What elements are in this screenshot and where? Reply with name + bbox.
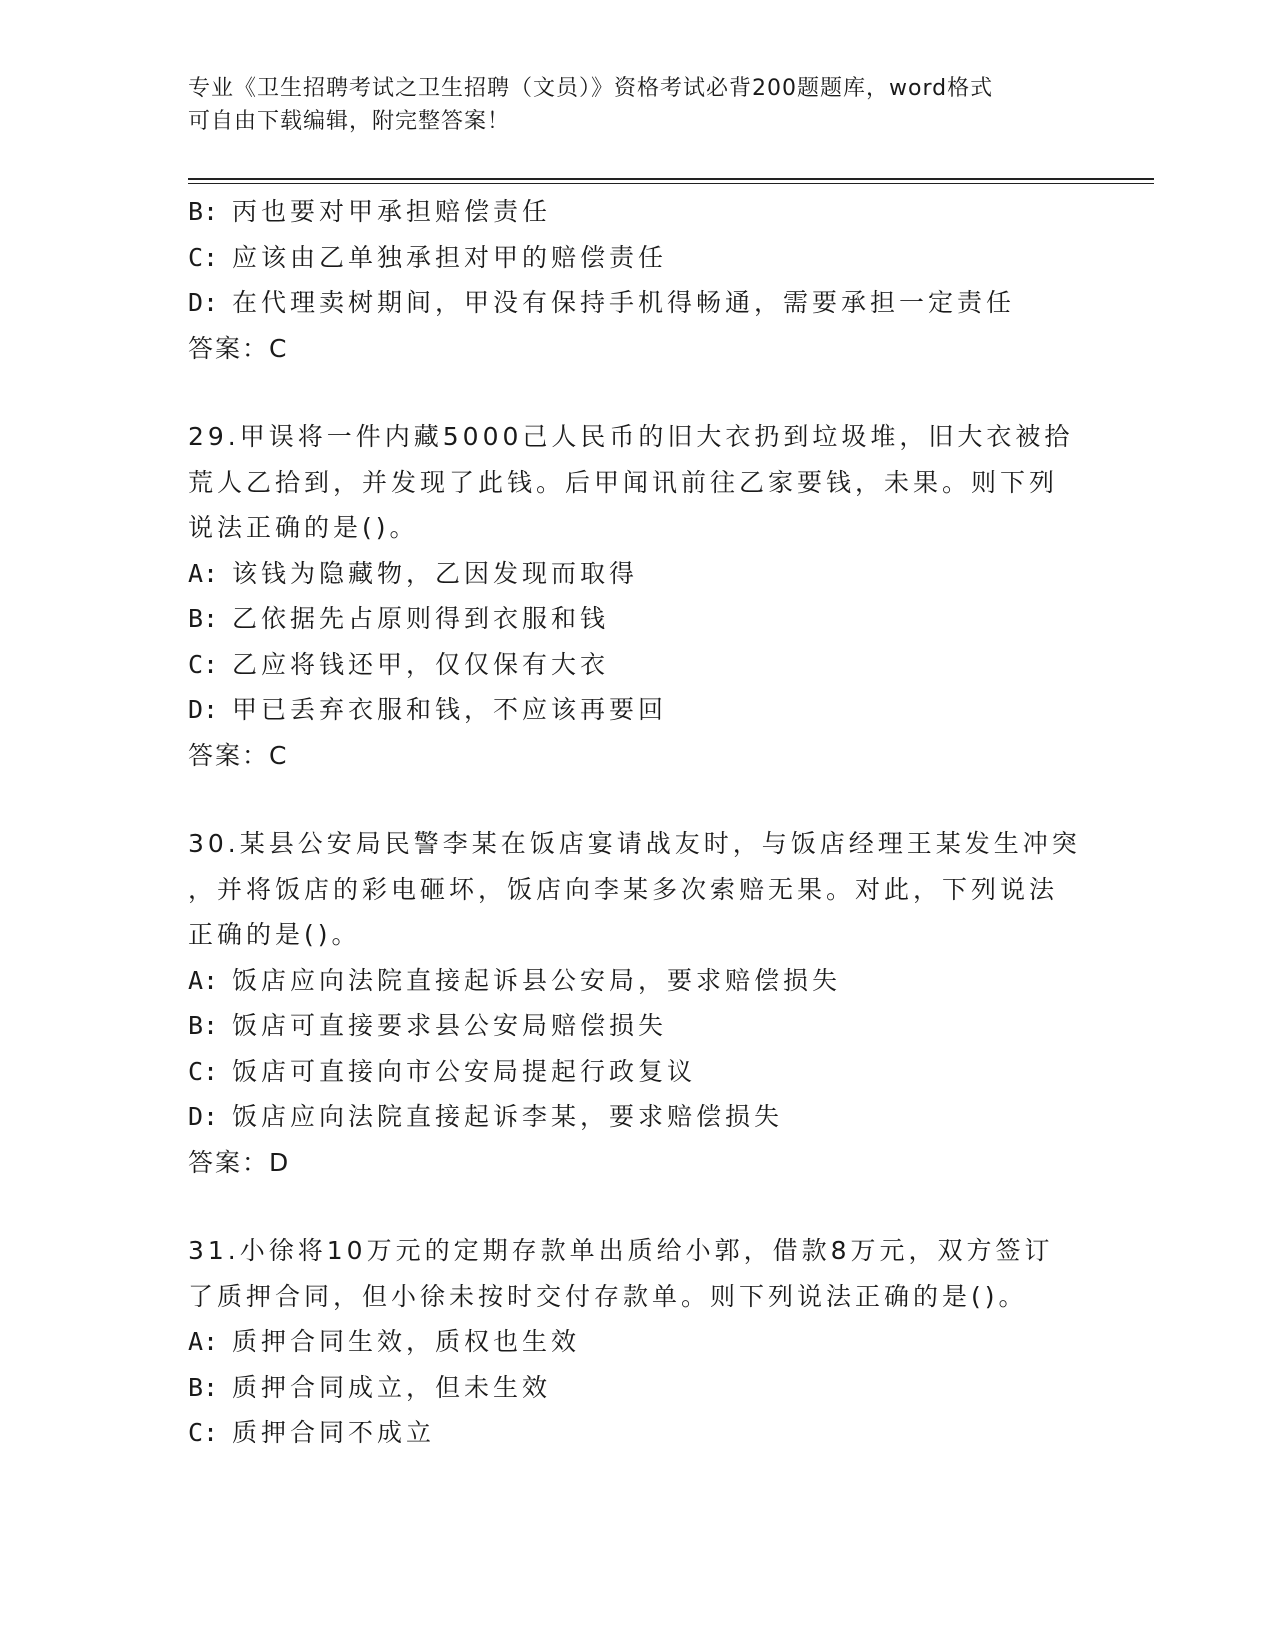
option-text: 乙应将钱还甲，仅仅保有大衣: [232, 649, 610, 679]
option-text: 质押合同不成立: [232, 1418, 436, 1447]
option-key: B:: [188, 1011, 219, 1040]
question-stem-line: ，并将饭店的彩电砸坏，饭店向李某多次索赔无果。对此，下列说法: [188, 874, 1059, 904]
header-title-line-2: 可自由下载编辑，附完整答案！: [188, 109, 511, 134]
question-28-continued: [188, 189, 1088, 371]
option-text: 饭店可直接要求县公安局赔偿损失: [232, 1011, 668, 1040]
option-b: [188, 1365, 1088, 1411]
option-key: D:: [188, 695, 219, 724]
option-text: 质押合同生效，质权也生效: [232, 1327, 581, 1356]
answer-line: 答案：C: [188, 740, 289, 770]
question-spacer: [188, 778, 1088, 821]
question-stem-line: 30.某县公安局民警李某在饭店宴请战友时，与饭店经理王某发生冲突: [188, 829, 1081, 858]
question-29: [188, 414, 1088, 778]
option-key: B:: [188, 1372, 219, 1402]
option-c: [188, 235, 1088, 281]
answer-line: 答案：D: [188, 1147, 291, 1177]
option-key: C:: [188, 649, 219, 679]
question-stem-line: 正确的是()。: [188, 920, 361, 949]
question-spacer: [188, 371, 1088, 414]
option-a: [188, 958, 1088, 1004]
option-key: C:: [188, 1418, 219, 1447]
option-b: [188, 596, 1088, 642]
option-a: [188, 1319, 1088, 1365]
option-text: 饭店可直接向市公安局提起行政复议: [232, 1056, 697, 1086]
option-text: 应该由乙单独承担对甲的赔偿责任: [232, 242, 668, 272]
question-stem-line: 29.甲误将一件内藏5000己人民币的旧大衣扔到垃圾堆，旧大衣被拾: [188, 422, 1074, 451]
option-key: B:: [188, 604, 219, 633]
header-divider-thick: [188, 178, 1154, 180]
option-text: 乙依据先占原则得到衣服和钱: [232, 604, 610, 633]
option-text: 丙也要对甲承担赔偿责任: [232, 197, 552, 226]
option-a: [188, 551, 1088, 597]
option-key: D:: [188, 288, 219, 317]
question-stem-line: 31.小徐将10万元的定期存款单出质给小郭，借款8万元，双方签订: [188, 1236, 1054, 1265]
question-stem-line: 说法正确的是()。: [188, 513, 419, 542]
option-c: [188, 642, 1088, 688]
option-c: [188, 1410, 1088, 1456]
option-text: 甲已丢弃衣服和钱，不应该再要回: [232, 695, 668, 724]
option-key: D:: [188, 1102, 219, 1131]
option-text: 饭店应向法院直接起诉李某，要求赔偿损失: [232, 1102, 784, 1131]
option-text: 该钱为隐藏物，乙因发现而取得: [232, 558, 639, 588]
option-key: A:: [188, 1327, 219, 1356]
option-d: [188, 280, 1088, 326]
option-key: C:: [188, 1056, 219, 1086]
question-stem-line: 荒人乙拾到，并发现了此钱。后甲闻讯前往乙家要钱，未果。则下列: [188, 467, 1059, 497]
option-key: B:: [188, 197, 219, 226]
option-d: [188, 687, 1088, 733]
question-stem-line: 了质押合同，但小徐未按时交付存款单。则下列说法正确的是()。: [188, 1281, 1028, 1311]
option-d: [188, 1094, 1088, 1140]
question-list: [188, 189, 1088, 1456]
option-key: A:: [188, 558, 219, 588]
option-text: 饭店应向法院直接起诉县公安局，要求赔偿损失: [232, 965, 842, 995]
option-c: [188, 1049, 1088, 1095]
answer-line: 答案：C: [188, 333, 289, 363]
page-header: [188, 72, 1068, 138]
option-text: 在代理卖树期间，甲没有保持手机得畅通，需要承担一定责任: [232, 288, 1016, 317]
option-b: [188, 1003, 1088, 1049]
question-31: [188, 1228, 1088, 1456]
option-text: 质押合同成立，但未生效: [232, 1372, 552, 1402]
header-divider-thin: [188, 183, 1154, 184]
question-spacer: [188, 1185, 1088, 1228]
question-30: [188, 821, 1088, 1185]
option-key: A:: [188, 965, 219, 995]
header-title-line-1: 专业《卫生招聘考试之卫生招聘（文员）》资格考试必背200题题库，word格式: [188, 76, 994, 101]
option-key: C:: [188, 242, 219, 272]
option-b: [188, 189, 1088, 235]
